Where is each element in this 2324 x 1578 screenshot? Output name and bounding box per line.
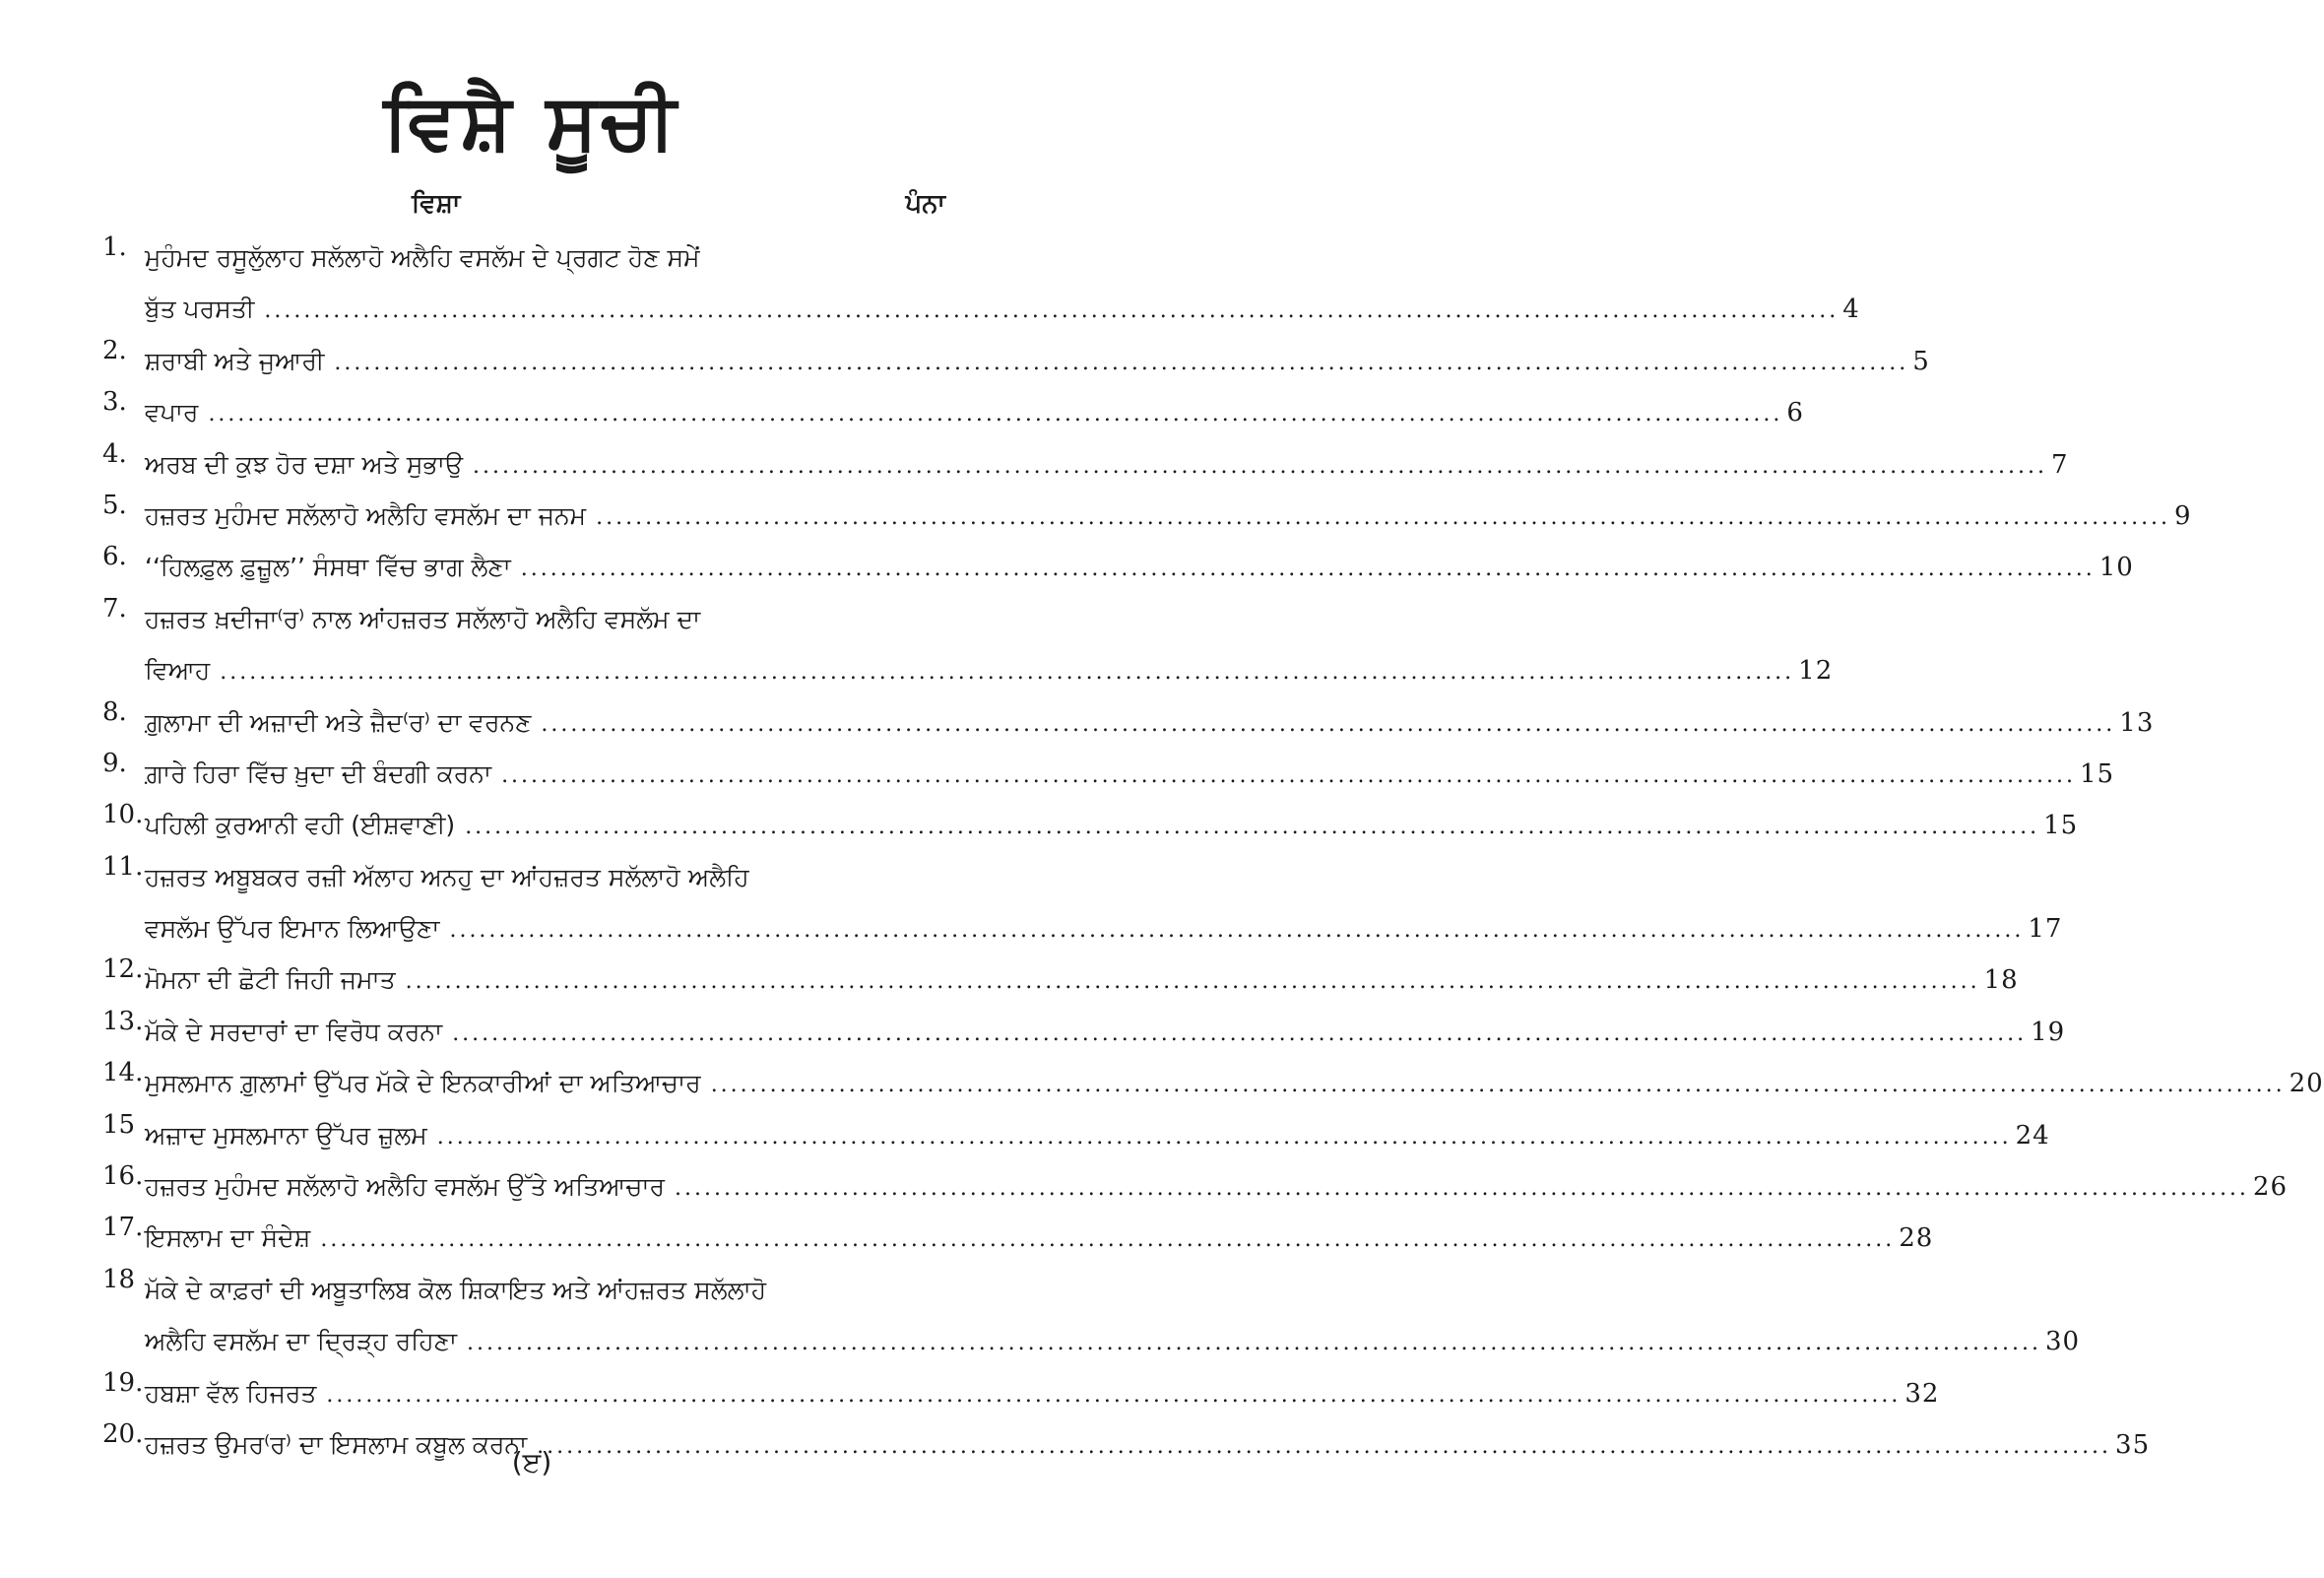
toc-leader-dots: ................................................................................................................................................................ [334, 350, 1909, 375]
toc-entry-title: ਹਜ਼ਰਤ ਮੁਹੰਮਦ ਸਲੱਲਾਹੋ ਅਲੈਹਿ ਵਸਲੱਮ ਦਾ ਜਨਮ [145, 500, 587, 530]
toc-entry-last-line [145, 1110, 2050, 1161]
toc-entry-number: 10. [102, 800, 144, 830]
toc-entry-body [145, 491, 2192, 542]
toc-entry-last-line [145, 954, 2019, 1006]
toc-entry[interactable] [102, 490, 2192, 542]
column-header-subject: ਵਿਸ਼ਾ [412, 189, 461, 219]
toc-entry-last-line [145, 1058, 2324, 1109]
toc-entry[interactable] [102, 1161, 2289, 1213]
toc-entry-last-line [145, 284, 1860, 335]
toc-entry-number: 6. [102, 542, 127, 572]
toc-entry-body [145, 1265, 2081, 1368]
toc-entry[interactable] [102, 954, 2019, 1006]
toc-entry-number: 9. [102, 748, 127, 778]
toc-entry-number: 11. [102, 851, 144, 882]
toc-entry-number: 4. [102, 438, 127, 469]
toc-entry-last-line [145, 749, 2115, 800]
toc-leader-dots: ................................................................................................................................................................ [541, 711, 2116, 737]
toc-entry-last-line [145, 1316, 2081, 1367]
toc-entry-title: ਬੁੱਤ ਪਰਸਤੀ [145, 295, 255, 324]
toc-entry-body [145, 594, 1834, 697]
toc-entry-page-number: 6 [1786, 398, 1804, 428]
toc-entry-number: 14. [102, 1058, 144, 1088]
toc-entry-page-number: 13 [2119, 707, 2155, 738]
toc-entry-page-number: 12 [1798, 656, 1834, 687]
toc-entry-title: ਹਬਸ਼ਾ ਵੱਲ ਹਿਜਰਤ [145, 1378, 317, 1408]
toc-entry-body [145, 542, 2134, 593]
toc-entry-title: ਸ਼ਰਾਬੀ ਅਤੇ ਜੁਆਰੀ [145, 346, 325, 375]
toc-entry[interactable] [102, 1213, 1934, 1264]
toc-entry-body [145, 852, 2063, 955]
toc-entry[interactable] [102, 851, 2063, 955]
toc-entry-page-number: 26 [2252, 1172, 2289, 1203]
toc-entry-page-number: 17 [2028, 914, 2063, 945]
toc-entry-title: ਗ਼ਾਰੇ ਹਿਰਾ ਵਿੱਚ ਖ਼ੁਦਾ ਦੀ ਬੰਦਗੀ ਕਰਨਾ [145, 758, 492, 788]
toc-entry-page-number: 4 [1842, 295, 1860, 325]
toc-entry[interactable] [102, 232, 1860, 336]
toc-entry-title: ਪਹਿਲੀ ਕੁਰਆਨੀ ਵਹੀ (ਈਸ਼ਵਾਣੀ) [145, 811, 456, 840]
toc-leader-dots: ................................................................................................................................................................ [452, 1020, 2028, 1046]
toc-entry-last-line [145, 439, 2069, 491]
toc-entry-page-number: 28 [1899, 1223, 1934, 1254]
toc-entry-page-number: 32 [1904, 1378, 1940, 1409]
toc-entry-last-line [145, 336, 1930, 387]
toc-entry[interactable] [102, 1367, 1940, 1419]
toc-entry[interactable] [102, 335, 1930, 387]
toc-entry-number: 8. [102, 696, 127, 727]
toc-entry-page-number: 10 [2098, 553, 2134, 583]
toc-entry-body [145, 387, 1804, 438]
toc-entry[interactable] [102, 748, 2115, 800]
toc-entry-number: 13. [102, 1006, 144, 1036]
toc-entry-number: 5. [102, 490, 127, 520]
toc-leader-dots: ................................................................................................................................................................ [467, 1331, 2041, 1356]
toc-entry-last-line [145, 1007, 2066, 1058]
toc-entry[interactable] [102, 1264, 2081, 1368]
toc-entry-body [145, 1213, 1934, 1264]
toc-leader-dots: ................................................................................................................................................................ [449, 918, 2025, 944]
page-title: ਵਿਸ਼ੈ ਸੂਚੀ [383, 78, 680, 166]
table-of-contents [102, 232, 2324, 1471]
toc-leader-dots: ................................................................................................................................................................ [465, 815, 2040, 840]
toc-entry-title: ਹਜ਼ਰਤ ਮੁਹੰਮਦ ਸਲੱਲਾਹੋ ਅਲੈਹਿ ਵਸਲੱਮ ਉੱਤੇ ਅਤਿਆਚਾਰ [145, 1172, 666, 1202]
toc-entry-body [145, 1058, 2324, 1109]
toc-entry-number: 3. [102, 387, 127, 418]
toc-entry-body [145, 1110, 2050, 1161]
toc-entry-last-line [145, 1213, 1934, 1264]
column-header-page: ਪੰਨਾ [905, 189, 945, 219]
toc-entry-body [145, 749, 2115, 800]
toc-entry-title: ਅਰਬ ਦੀ ਕੁਝ ਹੋਰ ਦਸ਼ਾ ਅਤੇ ਸੁਭਾਉ [145, 449, 464, 479]
toc-entry-title: ਮੁਸਲਮਾਨ ਗ਼ੁਲਾਮਾਂ ਉੱਪਰ ਮੱਕੇ ਦੇ ਇਨਕਾਰੀਆਂ ਦਾ ਅਤਿਆਚਾਰ [145, 1069, 701, 1098]
toc-entry-number: 2. [102, 335, 127, 365]
toc-leader-dots: ................................................................................................................................................................ [473, 453, 2047, 479]
toc-leader-dots: ................................................................................................................................................................ [320, 1227, 1896, 1253]
toc-entry[interactable] [102, 542, 2134, 593]
toc-entry-number: 1. [102, 232, 127, 262]
toc-entry-page-number: 20 [2289, 1069, 2324, 1099]
toc-entry-page-number: 18 [1983, 965, 2019, 996]
toc-leader-dots: ................................................................................................................................................................ [596, 504, 2171, 530]
toc-entry-number: 15 [102, 1109, 136, 1140]
toc-entry-body [145, 1161, 2289, 1213]
toc-entry[interactable] [102, 387, 1804, 438]
toc-entry[interactable] [102, 696, 2155, 749]
toc-entry-body [145, 800, 2079, 851]
toc-entry[interactable] [102, 1109, 2050, 1161]
toc-entry-title: ਹਜ਼ਰਤ ਉਮਰ⁽ਰ⁾ ਦਾ ਇਸਲਾਮ ਕਬੂਲ ਕਰਨਾ [145, 1429, 528, 1459]
toc-entry[interactable] [102, 1058, 2324, 1109]
toc-entry-number: 18 [102, 1264, 136, 1294]
toc-entry-number: 19. [102, 1367, 144, 1398]
toc-entry-page-number: 15 [2079, 758, 2115, 789]
toc-leader-dots: ................................................................................................................................................................ [675, 1176, 2249, 1202]
toc-entry[interactable] [102, 1006, 2066, 1058]
toc-entry-title: ਮੋਮਨਾ ਦੀ ਛੋਟੀ ਜਿਹੀ ਜਮਾਤ [145, 965, 396, 995]
toc-leader-dots: ................................................................................................................................................................ [436, 1124, 2012, 1150]
toc-entry-page-number: 24 [2015, 1120, 2050, 1151]
toc-entry-number: 7. [102, 593, 127, 624]
toc-entry-page-number: 15 [2043, 811, 2079, 841]
toc-entry-title: ਅਜ਼ਾਦ ਮੁਸਲਮਾਨਾ ਉੱਪਰ ਜ਼ੁਲਮ [145, 1120, 427, 1150]
toc-entry-body [145, 954, 2019, 1006]
toc-entry-last-line [145, 800, 2079, 851]
toc-entry-page-number: 7 [2050, 449, 2069, 480]
toc-entry-page-number: 30 [2044, 1327, 2081, 1357]
toc-leader-dots: ................................................................................................................................................................ [264, 298, 1840, 324]
toc-entry-last-line [145, 903, 2063, 954]
toc-entry-number: 16. [102, 1161, 144, 1192]
toc-entry-title: ਗ਼ੁਲਾਮਾ ਦੀ ਅਜ਼ਾਦੀ ਅਤੇ ਜ਼ੈਦ⁽ਰ⁾ ਦਾ ਵਰਨਣ [145, 707, 532, 737]
toc-entry[interactable] [102, 800, 2079, 851]
toc-entry-last-line [145, 697, 2155, 749]
toc-leader-dots: ................................................................................................................................................................ [405, 969, 1980, 995]
toc-entry-last-line [145, 387, 1804, 438]
toc-entry-title-line: ਮੁਹੰਮਦ ਰਸੂਲੁੱਲਾਹ ਸਲੱਲਾਹੋ ਅਲੈਹਿ ਵਸਲੱਮ ਦੇ ਪ੍ਰਗਟ ਹੋਣ ਸਮੇਂ [145, 243, 700, 272]
toc-leader-dots: ................................................................................................................................................................ [520, 557, 2096, 582]
toc-entry-number: 20. [102, 1418, 144, 1449]
toc-entry-title: ਵਸਲੱਮ ਉੱਪਰ ਇਮਾਨ ਲਿਆਉਣਾ [145, 914, 440, 944]
toc-leader-dots: ................................................................................................................................................................ [326, 1382, 1902, 1408]
toc-leader-dots: ................................................................................................................................................................ [208, 402, 1783, 427]
toc-leader-dots: ................................................................................................................................................................ [501, 762, 2076, 788]
toc-entry-number: 12. [102, 954, 144, 985]
toc-leader-dots: ................................................................................................................................................................ [537, 1433, 2112, 1459]
toc-entry-body [145, 232, 1860, 336]
toc-entry-page-number: 9 [2174, 500, 2192, 531]
toc-entry-page-number: 19 [2031, 1017, 2066, 1047]
toc-entry-last-line [145, 542, 2134, 593]
toc-entry-title-line: ਮੱਕੇ ਦੇ ਕਾਫ਼ਰਾਂ ਦੀ ਅਬੂਤਾਲਿਬ ਕੋਲ ਸ਼ਿਕਾਇਤ ਅਤੇ ਆਂਹਜ਼ਰਤ ਸਲੱਲਾਹੋ [145, 1275, 767, 1304]
toc-entry-last-line [145, 645, 1834, 696]
toc-entry-body [145, 439, 2069, 491]
toc-entry-title: ਅਲੈਹਿ ਵਸਲੱਮ ਦਾ ਦ੍ਰਿੜ੍ਹ ਰਹਿਣਾ [145, 1327, 458, 1356]
toc-entry-title-line: ਹਜ਼ਰਤ ਖ਼ਦੀਜਾ⁽ਰ⁾ ਨਾਲ ਆਂਹਜ਼ਰਤ ਸਲੱਲਾਹੋ ਅਲੈਹਿ ਵਸਲੱਮ ਦਾ [145, 604, 701, 633]
toc-entry-body [145, 336, 1930, 387]
toc-entry-page-number: 5 [1912, 346, 1930, 376]
toc-entry-last-line [145, 1368, 1940, 1419]
toc-entry-body [145, 697, 2155, 749]
toc-entry-last-line [145, 491, 2192, 542]
toc-leader-dots: ................................................................................................................................................................ [220, 660, 1795, 686]
toc-entry-title: ਵਪਾਰ [145, 398, 199, 427]
toc-entry-title: ਮੱਕੇ ਦੇ ਸਰਦਾਰਾਂ ਦਾ ਵਿਰੋਧ ਕਰਨਾ [145, 1017, 443, 1046]
toc-entry-number: 17. [102, 1213, 144, 1243]
toc-entry-page-number: 35 [2115, 1429, 2151, 1460]
toc-entry-title: ਵਿਆਹ [145, 656, 211, 686]
toc-leader-dots: ................................................................................................................................................................ [710, 1073, 2286, 1098]
toc-entry-body [145, 1007, 2066, 1058]
toc-entry-title: ਇਸਲਾਮ ਦਾ ਸੰਦੇਸ਼ [145, 1223, 311, 1253]
toc-entry-body [145, 1368, 1940, 1419]
toc-entry-title: ‘‘ਹਿਲਫ਼ੁਲ ਫ਼ੁਜ਼ੂਲ’’ ਸੰਸਥਾ ਵਿੱਚ ਭਾਗ ਲੈਣਾ [145, 553, 511, 582]
toc-entry[interactable] [102, 593, 1834, 697]
page-footer-number: (ੲ) [511, 1446, 552, 1479]
toc-entry[interactable] [102, 438, 2069, 491]
toc-entry-title-line: ਹਜ਼ਰਤ ਅਬੂਬਕਰ ਰਜ਼ੀ ਅੱਲਾਹ ਅਨਹੁ ਦਾ ਆਂਹਜ਼ਰਤ ਸਲੱਲਾਹੋ ਅਲੈਹਿ [145, 862, 749, 891]
toc-entry-last-line [145, 1161, 2289, 1213]
